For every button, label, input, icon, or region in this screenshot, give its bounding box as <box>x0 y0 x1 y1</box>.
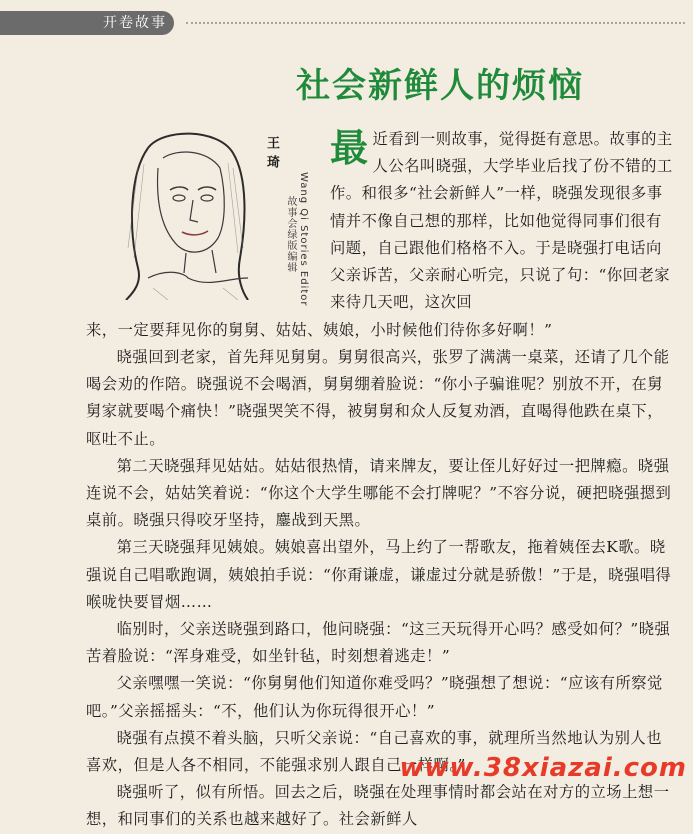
author-title: 故事会绿版编辑 <box>285 196 296 273</box>
author-portrait <box>108 128 266 300</box>
article-title: 社会新鲜人的烦恼 <box>296 66 584 106</box>
dropcap: 最 <box>330 126 369 170</box>
site-watermark: www.38xiazai.com <box>399 753 687 783</box>
paragraph: 父亲嘿嘿一笑说：“你舅舅他们知道你难受吗？”晓强想了想说：“应该有所察觉吧。”父亲摇摇头：“不，他们认为你玩得很开心！” <box>86 674 663 720</box>
intro-tail: 来，一定要拜见你的舅舅、姑姑、姨娘，小时候他们待你多好啊！” <box>86 321 553 339</box>
paragraph: 第三天晓强拜见姨娘。姨娘喜出望外，马上约了一帮歌友，拖着姨侄去K歌。晓强说自己唱歌跑调，姨娘拍手说：“你甭谦虚，谦虚过分就是骄傲！”于是，晓强唱得喉咙快要冒烟…… <box>86 538 672 611</box>
header-divider <box>186 22 685 24</box>
intro-text: 近看到一则故事，觉得挺有意思。故事的主人公名叫晓强，大学毕业后找了份不错的工作。和很多“社会新鲜人”一样，晓强发现很多事情并不像自己想的那样，比如他觉得同事们很有问题，自己跟他们格格不入。于是晓强打电话向父亲诉苦，父亲耐心听完，只说了句：“你回老家来待几天吧，这次回 <box>330 130 673 312</box>
section-tab: 开卷故事 <box>0 11 174 35</box>
paragraph: 第二天晓强拜见姑姑。姑姑很热情，请来牌友，要让侄儿好好过一把牌瘾。晓强连说不会，姑姑笑着说：“你这个大学生哪能不会打牌呢？”不容分说，硬把晓强摁到桌前。晓强只得咬牙坚持，鏖战到天黑。 <box>86 456 672 530</box>
paragraph: 晓强听了，似有所悟。回去之后，晓强在处理事情时都会站在对方的立场上想一想，和同事们的关系也越来越好了。社会新鲜人 <box>86 783 670 829</box>
intro-paragraph <box>330 126 675 316</box>
paragraph: 临别时，父亲送晓强到路口，他问晓强：“这三天玩得开心吗？感受如何？”晓强苦着脸说：“浑身难受，如坐针毡，时刻想着逃走！” <box>86 620 671 666</box>
author-role-en: Wang Qi Stories Editor <box>298 172 309 307</box>
paragraph: 晓强回到老家，首先拜见舅舅。舅舅很高兴，张罗了满满一桌菜，还请了几个能喝会劝的作陪。晓强说不会喝酒，舅舅绷着脸说：“你小子骗谁呢？别放不开，在舅舅家就要喝个痛快！”晓强哭笑不得，被舅舅和众人反复劝酒，直喝得他跌在桌下，呕吐不止。 <box>86 348 670 448</box>
author-name: 王琦 <box>264 136 279 174</box>
paragraph: 晓强有点摸不着头脑，只听父亲说：“自己喜欢的事，就理所当然地认为别人也喜欢，但是人各不相同，不能强求别人跟自己一样啊。” <box>86 728 663 775</box>
